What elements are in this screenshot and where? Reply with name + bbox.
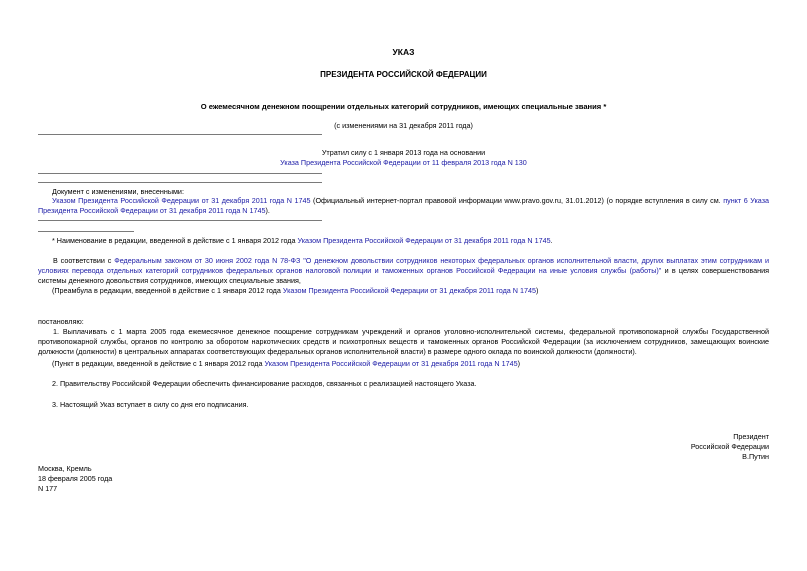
footnote: * Наименование в редакции, введенной в действие с 1 января 2012 года Указом Президента Российской Федерации от 31 декабря 2011 года N 1745.: [52, 236, 553, 245]
signing-place: Москва, Кремль: [38, 464, 92, 473]
clause-1-decree-link[interactable]: Указом Президента Российской Федерации от 31 декабря 2011 года N 1745: [264, 359, 518, 368]
postanovlyayu-label: постановляю:: [38, 317, 84, 326]
signing-date: 18 февраля 2005 года: [38, 474, 113, 483]
signature-title: Президент: [733, 432, 769, 441]
clause-link[interactable]: пункт 6 Указа: [723, 196, 770, 205]
signature-org: Российской Федерации: [690, 442, 769, 451]
changes-text: (Официальный интернет-портал правовой информации www.pravo.gov.ru, 31.01.2012) (о порядке вступления в силу см.: [310, 196, 721, 205]
clause-2: 2. Правительству Российской Федерации обеспечить финансирование расходов, связанных с реализацией настоящего Указа.: [52, 379, 477, 388]
divider: [38, 134, 322, 135]
repeal-decree-link[interactable]: Указа Президента Российской Федерации от 11 февраля 2013 года N 130: [280, 158, 527, 167]
clause-link-continued[interactable]: Президента Российской Федерации от 31 декабря 2011 года N 1745: [38, 206, 266, 215]
divider: [38, 220, 322, 221]
preamble-decree-link[interactable]: Указом Президента Российской Федерации от 31 декабря 2011 года N 1745: [282, 286, 536, 295]
doc-type-title: УКАЗ: [392, 47, 415, 57]
decree-number: N 177: [38, 484, 58, 493]
doc-heading: О ежемесячном денежном поощрении отдельных категорий сотрудников, имеющих специальные звания *: [200, 102, 607, 111]
doc-issuer-title: ПРЕЗИДЕНТА РОССИЙСКОЙ ФЕДЕРАЦИИ: [320, 70, 487, 79]
signature-name: В.Путин: [742, 452, 769, 461]
amendment-date-note: (с изменениями на 31 декабря 2011 года): [334, 121, 473, 130]
federal-law-link[interactable]: Федеральным законом от 30 июня 2002 года N 78-ФЗ "О денежном довольствии сотрудников некоторых федеральных органов исполнительной власти, других выплатах этим сотрудникам и условиях перевода отдельных категорий сотрудников федеральных органов налоговой полиции и таможенных органов Российской Федерации на иные условия службы (работы)": [38, 256, 770, 275]
divider: [38, 182, 322, 183]
repeal-note: Утратил силу с 1 января 2013 года на основании: [321, 148, 486, 157]
preamble-paragraph: В соответствии с Федеральным законом от 30 июня 2002 года N 78-ФЗ "О денежном довольствии сотрудников некоторых федеральных органов исполнительной власти, других выплатах этим сотрудникам и условиях перевода отдельных категорий сотрудников федеральных органов налоговой полиции и таможенных органов Российской Федерации на иные условия службы (работы)" и в целях совершенствования системы денежного довольствия сотрудников, имеющих специальные звания,: [38, 256, 770, 285]
preamble-note: (Преамбула в редакции, введенной в действие с 1 января 2012 года Указом Президента Российской Федерации от 31 декабря 2011 года N 1745): [52, 286, 539, 295]
clause-3: 3. Настоящий Указ вступает в силу со дня его подписания.: [52, 400, 249, 409]
clause-1: 1. Выплачивать с 1 марта 2005 года ежемесячное денежное поощрение сотрудникам учреждений и органов уголовно-исполнительной системы, федеральной противопожарной службы Государственной противопожарной службы, органов по контролю за оборотом наркотических средств и психотропных веществ и таможенных органов Российской Федерации (за исключением сотрудников, замещающих воинские должности (должности) в центральных аппаратах соответствующих федеральных органов исполнительной власти) в размере одного оклада по воинской должности (должности).: [38, 327, 769, 356]
changes-paragraph: Указом Президента Российской Федерации от 31 декабря 2011 года N 1745 (Официальный интернет-портал правовой информации www.pravo.gov.ru, 31.01.2012) (о порядке вступления в силу см. пункт 6 Указа Президента Российской Федерации от 31 декабря 2011 года N 1745).: [38, 196, 770, 215]
amending-decree-link[interactable]: Указом Президента Российской Федерации от 31 декабря 2011 года N 1745: [52, 196, 311, 205]
changes-label: Документ с изменениями, внесенными:: [52, 187, 184, 196]
divider: [38, 173, 322, 174]
footnote-decree-link[interactable]: Указом Президента Российской Федерации от 31 декабря 2011 года N 1745: [297, 236, 551, 245]
footnote-divider: [38, 231, 134, 232]
clause-1-note: (Пункт в редакции, введенной в действие с 1 января 2012 года Указом Президента Российской Федерации от 31 декабря 2011 года N 1745): [52, 359, 521, 368]
